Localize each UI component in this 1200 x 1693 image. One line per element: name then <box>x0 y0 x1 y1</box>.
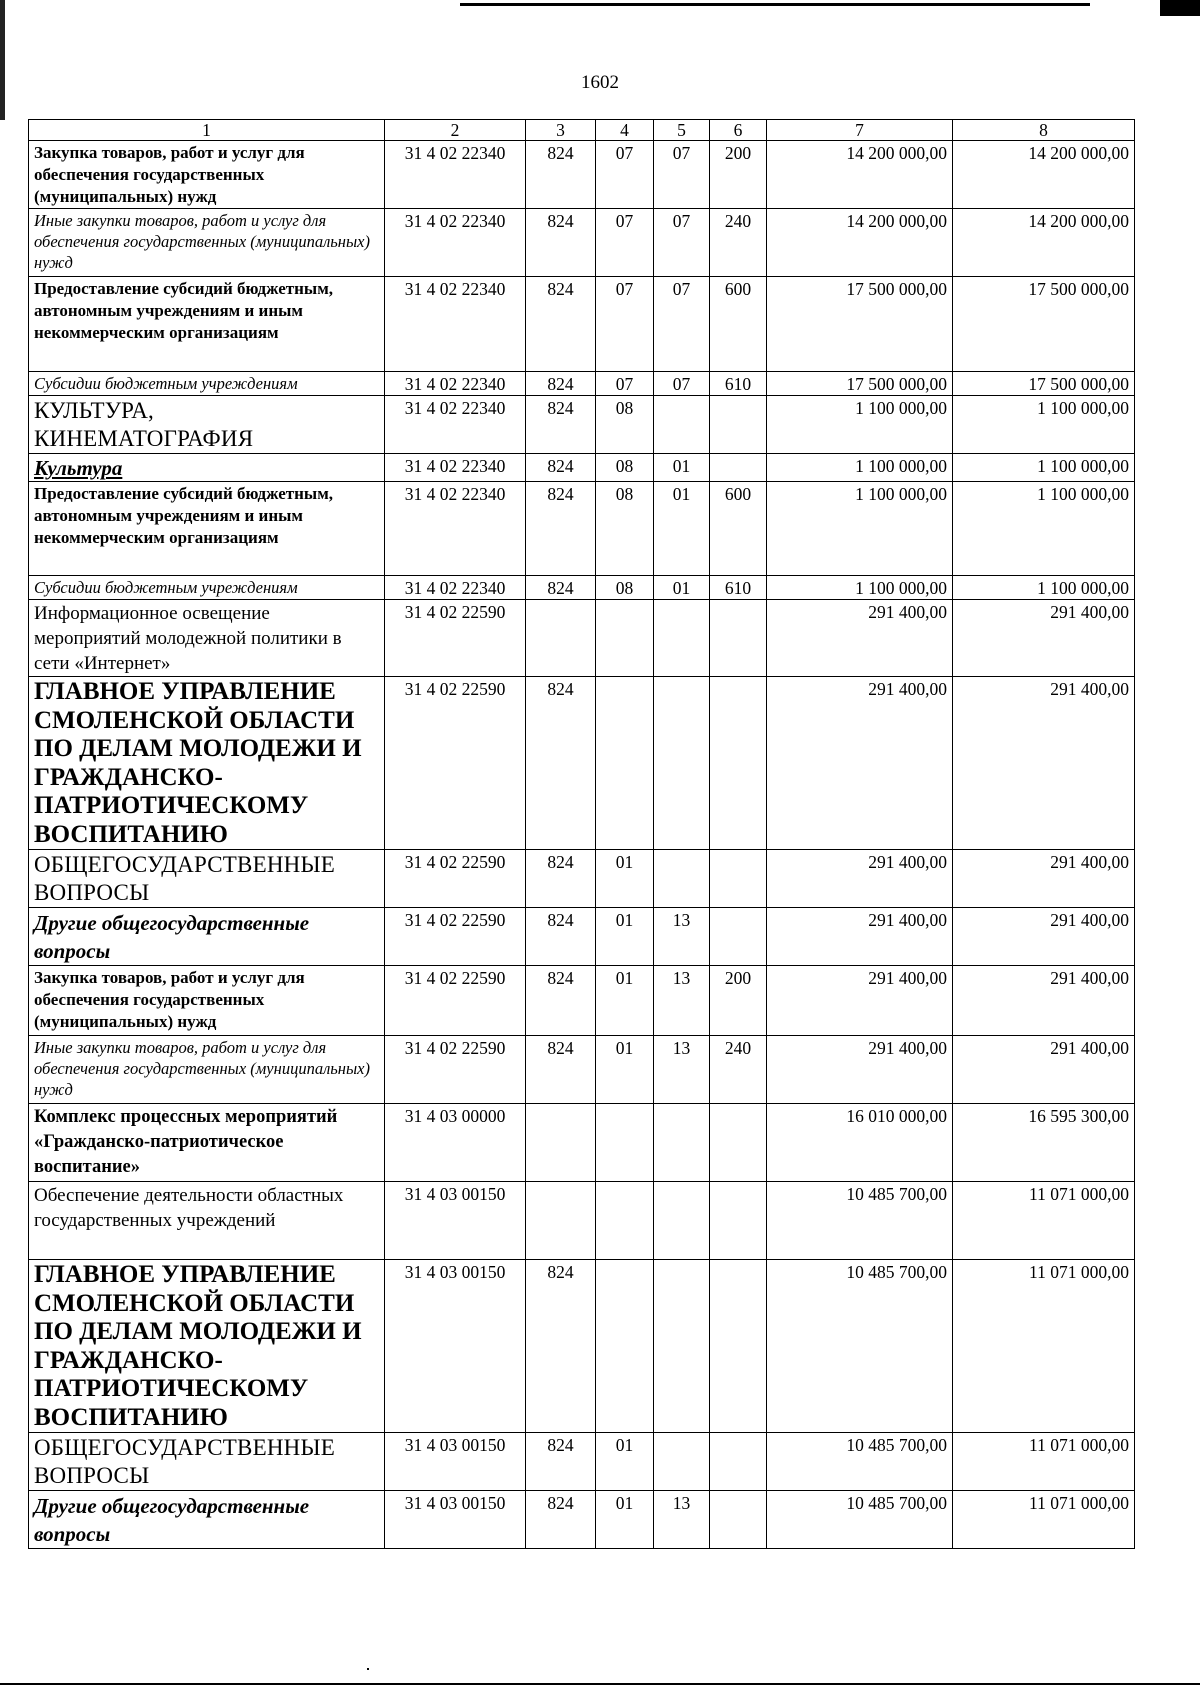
row-name: Культура <box>29 454 385 482</box>
row-target-code: 31 4 02 22590 <box>385 677 526 850</box>
row-target-code: 31 4 02 22340 <box>385 576 526 600</box>
column-header: 8 <box>953 120 1135 141</box>
table-row <box>29 908 1135 966</box>
row-subsection: 13 <box>654 908 710 966</box>
row-amount-year-1: 1 100 000,00 <box>767 454 953 482</box>
row-amount-year-1: 14 200 000,00 <box>767 141 953 209</box>
row-target-code: 31 4 02 22340 <box>385 209 526 277</box>
row-amount-year-1: 291 400,00 <box>767 966 953 1036</box>
table-row <box>29 677 1135 850</box>
row-section: 07 <box>596 372 654 396</box>
row-grbs <box>526 600 596 677</box>
row-subsection <box>654 1433 710 1491</box>
row-grbs: 824 <box>526 1260 596 1433</box>
row-grbs: 824 <box>526 850 596 908</box>
row-amount-year-1: 17 500 000,00 <box>767 277 953 372</box>
row-name: Закупка товаров, работ и услуг для обеспечения государственных (муниципальных) нужд <box>29 141 385 209</box>
row-amount-year-2: 1 100 000,00 <box>953 454 1135 482</box>
row-amount-year-2: 11 071 000,00 <box>953 1182 1135 1260</box>
row-expense-type: 240 <box>710 209 767 277</box>
row-name: Обеспечение деятельности областных государственных учреждений <box>29 1182 385 1260</box>
row-amount-year-1: 10 485 700,00 <box>767 1491 953 1549</box>
row-amount-year-2: 1 100 000,00 <box>953 576 1135 600</box>
column-header: 3 <box>526 120 596 141</box>
row-amount-year-1: 10 485 700,00 <box>767 1433 953 1491</box>
table-row <box>29 600 1135 677</box>
row-subsection: 01 <box>654 576 710 600</box>
table-row <box>29 576 1135 600</box>
scan-artifact-left-edge <box>0 0 5 120</box>
row-grbs: 824 <box>526 576 596 600</box>
table-row <box>29 454 1135 482</box>
scan-artifact-corner <box>1160 0 1200 16</box>
row-subsection <box>654 677 710 850</box>
row-name: ГЛАВНОЕ УПРАВЛЕНИЕ СМОЛЕНСКОЙ ОБЛАСТИ ПО ДЕЛАМ МОЛОДЕЖИ И ГРАЖДАНСКО-ПАТРИОТИЧЕСКОМУ ВОСПИТАНИЮ <box>29 677 385 850</box>
row-expense-type <box>710 600 767 677</box>
row-amount-year-1: 14 200 000,00 <box>767 209 953 277</box>
row-target-code: 31 4 03 00150 <box>385 1433 526 1491</box>
row-expense-type <box>710 1433 767 1491</box>
row-amount-year-1: 10 485 700,00 <box>767 1182 953 1260</box>
row-target-code: 31 4 02 22340 <box>385 454 526 482</box>
row-amount-year-1: 17 500 000,00 <box>767 372 953 396</box>
table-header-row <box>29 120 1135 141</box>
row-expense-type <box>710 677 767 850</box>
row-subsection <box>654 1104 710 1182</box>
row-amount-year-2: 291 400,00 <box>953 677 1135 850</box>
row-section <box>596 1104 654 1182</box>
row-amount-year-2: 14 200 000,00 <box>953 209 1135 277</box>
row-name: Комплекс процессных мероприятий «Гражданско-патриотическое воспитание» <box>29 1104 385 1182</box>
row-expense-type: 610 <box>710 372 767 396</box>
row-name: Предоставление субсидий бюджетным, автономным учреждениям и иным некоммерческим организациям <box>29 482 385 576</box>
row-name: ГЛАВНОЕ УПРАВЛЕНИЕ СМОЛЕНСКОЙ ОБЛАСТИ ПО ДЕЛАМ МОЛОДЕЖИ И ГРАЖДАНСКО-ПАТРИОТИЧЕСКОМУ ВОСПИТАНИЮ <box>29 1260 385 1433</box>
row-amount-year-2: 291 400,00 <box>953 1036 1135 1104</box>
row-expense-type: 600 <box>710 277 767 372</box>
row-amount-year-2: 291 400,00 <box>953 908 1135 966</box>
row-section: 01 <box>596 850 654 908</box>
row-amount-year-1: 1 100 000,00 <box>767 576 953 600</box>
table-row <box>29 1182 1135 1260</box>
column-header: 7 <box>767 120 953 141</box>
row-name: Субсидии бюджетным учреждениям <box>29 372 385 396</box>
page-number: 1602 <box>581 72 619 93</box>
row-section: 08 <box>596 396 654 454</box>
column-header: 5 <box>654 120 710 141</box>
row-amount-year-1: 291 400,00 <box>767 677 953 850</box>
row-amount-year-2: 291 400,00 <box>953 600 1135 677</box>
row-target-code: 31 4 02 22340 <box>385 372 526 396</box>
row-expense-type: 600 <box>710 482 767 576</box>
row-name: Иные закупки товаров, работ и услуг для обеспечения государственных (муниципальных) нужд <box>29 1036 385 1104</box>
table-row <box>29 1433 1135 1491</box>
table-row <box>29 209 1135 277</box>
table-row <box>29 1036 1135 1104</box>
row-section: 01 <box>596 1491 654 1549</box>
row-grbs: 824 <box>526 372 596 396</box>
row-name: Закупка товаров, работ и услуг для обеспечения государственных (муниципальных) нужд <box>29 966 385 1036</box>
row-grbs: 824 <box>526 1433 596 1491</box>
table-row <box>29 966 1135 1036</box>
row-grbs: 824 <box>526 141 596 209</box>
row-amount-year-2: 16 595 300,00 <box>953 1104 1135 1182</box>
row-grbs: 824 <box>526 482 596 576</box>
table-row <box>29 141 1135 209</box>
row-expense-type: 240 <box>710 1036 767 1104</box>
row-section <box>596 1260 654 1433</box>
row-amount-year-2: 11 071 000,00 <box>953 1491 1135 1549</box>
row-expense-type <box>710 850 767 908</box>
row-grbs: 824 <box>526 966 596 1036</box>
row-target-code: 31 4 02 22590 <box>385 850 526 908</box>
row-expense-type <box>710 454 767 482</box>
row-amount-year-2: 14 200 000,00 <box>953 141 1135 209</box>
row-name: ОБЩЕГОСУДАРСТВЕННЫЕ ВОПРОСЫ <box>29 850 385 908</box>
row-amount-year-1: 291 400,00 <box>767 908 953 966</box>
row-section: 07 <box>596 277 654 372</box>
row-amount-year-2: 1 100 000,00 <box>953 482 1135 576</box>
row-name: Иные закупки товаров, работ и услуг для обеспечения государственных (муниципальных) нужд <box>29 209 385 277</box>
row-name: КУЛЬТУРА, КИНЕМАТОГРАФИЯ <box>29 396 385 454</box>
row-expense-type <box>710 1491 767 1549</box>
row-amount-year-1: 291 400,00 <box>767 600 953 677</box>
row-subsection: 01 <box>654 454 710 482</box>
row-amount-year-1: 16 010 000,00 <box>767 1104 953 1182</box>
row-grbs: 824 <box>526 277 596 372</box>
row-target-code: 31 4 03 00150 <box>385 1260 526 1433</box>
column-header: 6 <box>710 120 767 141</box>
row-amount-year-1: 1 100 000,00 <box>767 482 953 576</box>
table-row <box>29 1260 1135 1433</box>
row-subsection <box>654 396 710 454</box>
row-target-code: 31 4 02 22590 <box>385 1036 526 1104</box>
row-grbs: 824 <box>526 1036 596 1104</box>
row-target-code: 31 4 02 22340 <box>385 482 526 576</box>
row-subsection <box>654 1260 710 1433</box>
row-name: Информационное освещение мероприятий молодежной политики в сети «Интернет» <box>29 600 385 677</box>
row-section <box>596 600 654 677</box>
row-expense-type <box>710 396 767 454</box>
row-subsection: 01 <box>654 482 710 576</box>
row-section: 07 <box>596 209 654 277</box>
row-target-code: 31 4 02 22340 <box>385 277 526 372</box>
row-section: 01 <box>596 908 654 966</box>
row-subsection: 07 <box>654 209 710 277</box>
row-amount-year-1: 1 100 000,00 <box>767 396 953 454</box>
row-amount-year-1: 10 485 700,00 <box>767 1260 953 1433</box>
row-grbs: 824 <box>526 209 596 277</box>
row-section: 08 <box>596 482 654 576</box>
row-target-code: 31 4 03 00150 <box>385 1491 526 1549</box>
table-row <box>29 482 1135 576</box>
row-name: ОБЩЕГОСУДАРСТВЕННЫЕ ВОПРОСЫ <box>29 1433 385 1491</box>
row-grbs: 824 <box>526 454 596 482</box>
row-section <box>596 677 654 850</box>
budget-table <box>28 119 1135 1549</box>
table-row <box>29 1104 1135 1182</box>
row-target-code: 31 4 02 22590 <box>385 600 526 677</box>
row-name: Другие общегосударственные вопросы <box>29 908 385 966</box>
row-target-code: 31 4 03 00000 <box>385 1104 526 1182</box>
row-amount-year-2: 291 400,00 <box>953 850 1135 908</box>
row-amount-year-2: 291 400,00 <box>953 966 1135 1036</box>
row-subsection <box>654 1182 710 1260</box>
row-expense-type: 200 <box>710 966 767 1036</box>
table-row <box>29 396 1135 454</box>
row-amount-year-2: 17 500 000,00 <box>953 372 1135 396</box>
scan-speck <box>367 1668 369 1670</box>
column-header: 1 <box>29 120 385 141</box>
column-header: 2 <box>385 120 526 141</box>
row-target-code: 31 4 02 22590 <box>385 966 526 1036</box>
row-section: 01 <box>596 1433 654 1491</box>
row-target-code: 31 4 02 22340 <box>385 141 526 209</box>
row-grbs <box>526 1182 596 1260</box>
row-name: Субсидии бюджетным учреждениям <box>29 576 385 600</box>
row-name: Другие общегосударственные вопросы <box>29 1491 385 1549</box>
row-target-code: 31 4 03 00150 <box>385 1182 526 1260</box>
row-amount-year-1: 291 400,00 <box>767 850 953 908</box>
row-subsection: 13 <box>654 966 710 1036</box>
table-row <box>29 372 1135 396</box>
row-amount-year-2: 17 500 000,00 <box>953 277 1135 372</box>
row-subsection <box>654 600 710 677</box>
row-target-code: 31 4 02 22590 <box>385 908 526 966</box>
table-row <box>29 277 1135 372</box>
row-section: 01 <box>596 966 654 1036</box>
scan-artifact-bottom <box>0 1683 1200 1685</box>
row-amount-year-2: 1 100 000,00 <box>953 396 1135 454</box>
row-target-code: 31 4 02 22340 <box>385 396 526 454</box>
row-subsection: 13 <box>654 1491 710 1549</box>
row-amount-year-2: 11 071 000,00 <box>953 1260 1135 1433</box>
row-section: 08 <box>596 454 654 482</box>
row-expense-type <box>710 908 767 966</box>
row-subsection: 07 <box>654 277 710 372</box>
row-expense-type <box>710 1260 767 1433</box>
row-section <box>596 1182 654 1260</box>
scan-artifact-top <box>460 3 1090 6</box>
row-expense-type: 610 <box>710 576 767 600</box>
row-grbs: 824 <box>526 677 596 850</box>
row-amount-year-2: 11 071 000,00 <box>953 1433 1135 1491</box>
row-grbs: 824 <box>526 908 596 966</box>
row-amount-year-1: 291 400,00 <box>767 1036 953 1104</box>
row-grbs <box>526 1104 596 1182</box>
column-header: 4 <box>596 120 654 141</box>
row-subsection: 07 <box>654 141 710 209</box>
row-name: Предоставление субсидий бюджетным, автономным учреждениям и иным некоммерческим организациям <box>29 277 385 372</box>
row-section: 08 <box>596 576 654 600</box>
row-subsection: 07 <box>654 372 710 396</box>
row-expense-type: 200 <box>710 141 767 209</box>
table-row <box>29 850 1135 908</box>
row-subsection <box>654 850 710 908</box>
row-section: 07 <box>596 141 654 209</box>
row-grbs: 824 <box>526 1491 596 1549</box>
table-row <box>29 1491 1135 1549</box>
row-section: 01 <box>596 1036 654 1104</box>
row-expense-type <box>710 1104 767 1182</box>
row-subsection: 13 <box>654 1036 710 1104</box>
row-grbs: 824 <box>526 396 596 454</box>
row-expense-type <box>710 1182 767 1260</box>
